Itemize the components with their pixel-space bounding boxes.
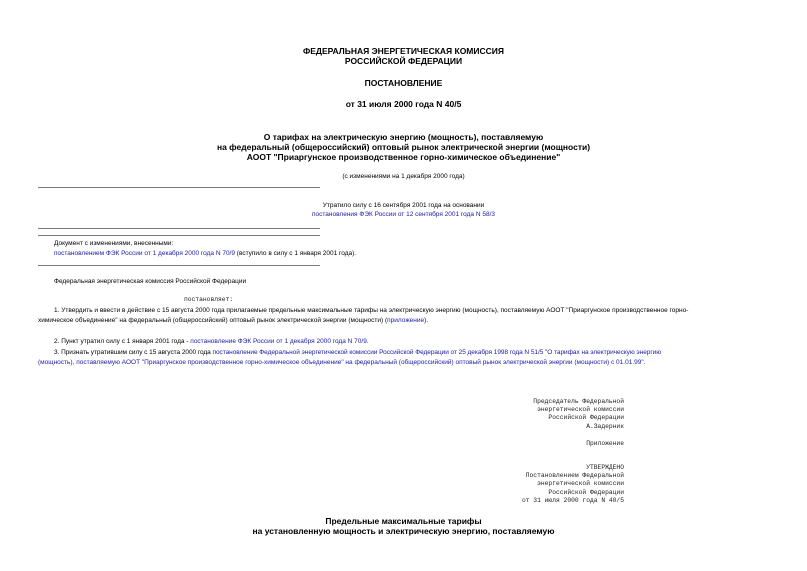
- item-3-link-part-1[interactable]: постановление Федеральной энергетической комиссии Российской Федерации от 25 декабря 1998 года N 51/5 "О тарифах на электрическую энергию: [212, 349, 662, 356]
- doc-title-line-1: О тарифах на электрическую энергию (мощность), поставляемую: [263, 132, 544, 142]
- approval-line-1: УТВЕРЖДЕНО: [586, 464, 624, 471]
- commission-line-1: ФЕДЕРАЛЬНАЯ ЭНЕРГЕТИЧЕСКАЯ КОМИССИЯ: [302, 46, 504, 56]
- signature-line-1: Председатель Федеральной: [533, 398, 624, 405]
- divider: [38, 235, 320, 236]
- item-2: [54, 337, 369, 347]
- item-3-line-2: [38, 358, 773, 368]
- item-2-end: .: [366, 338, 369, 345]
- item-3: [38, 348, 773, 368]
- appendix-label: Приложение: [586, 440, 624, 447]
- issuer: Федеральная энергетическая комиссия Российской Федерации: [54, 278, 247, 285]
- approval-line-2: Постановлением Федеральной: [525, 472, 624, 480]
- item-1-end: ).: [424, 317, 429, 324]
- amended-by-link[interactable]: постановлением ФЭК России от 1 декабря 2000 года N 70/9: [54, 250, 235, 257]
- approval-block: [522, 464, 624, 505]
- item-1-line-1: 1. Утвердить и ввести в действие с 15 августа 2000 года прилагаемые предельные максимальные тарифы на электрическую энергию (мощность), поставляемую АООТ "Приаргунское производственное горно-: [54, 307, 689, 314]
- approval-line-4: Российской Федерации: [548, 488, 624, 496]
- doc-title-line-2: на федеральный (общероссийский) оптовый рынок электрической энергии (мощности): [216, 142, 591, 152]
- expired-text: Утратило силу с 16 сентября 2001 года на основании: [322, 202, 485, 209]
- divider: [38, 265, 320, 266]
- doc-type: ПОСТАНОВЛЕНИЕ: [364, 78, 443, 88]
- signature-name: А.Задерник: [586, 422, 624, 430]
- amended-by-block: [54, 239, 754, 258]
- expired-link[interactable]: постановления ФЭК России от 12 сентября 2001 года N 58/3: [312, 211, 495, 218]
- commission-name: [0, 46, 807, 66]
- item-3-text: 3. Признать утратившим силу с 15 августа 2000 года: [54, 349, 213, 356]
- signature-block: [533, 398, 624, 431]
- tariff-title: [0, 516, 807, 536]
- item-3-link-part-2[interactable]: (мощность), поставляемую АООТ "Приаргунское производственное горно-химическое объединение" на федеральный (общероссийский) оптовый рынок электрической энергии (мощности) с 01.01.99": [38, 359, 644, 366]
- item-3-line-1: [38, 348, 773, 358]
- doc-date-number: от 31 июля 2000 года N 40/5: [345, 99, 462, 109]
- doc-title-line-3: АООТ "Приаргунское производственное горно-химическое объединение": [246, 152, 561, 162]
- approval-line-3: энергетической комиссии: [537, 480, 624, 488]
- item-2-text: 2. Пункт утратил силу с 1 января 2001 года -: [54, 338, 191, 345]
- decree-word: постановляет:: [184, 296, 234, 303]
- divider: [38, 228, 320, 229]
- tariff-title-line-2: на установленную мощность и электрическую энергию, поставляемую: [252, 526, 555, 536]
- item-3-end: .: [643, 359, 646, 366]
- appendix-link[interactable]: приложение: [387, 317, 425, 324]
- signature-line-2: энергетической комиссии: [537, 406, 624, 414]
- commission-line-2: РОССИЙСКОЙ ФЕДЕРАЦИИ: [344, 56, 463, 66]
- signature-line-3: Российской Федерации: [548, 414, 624, 422]
- item-1-line-2: [38, 316, 773, 326]
- tariff-title-line-1: Предельные максимальные тарифы: [325, 516, 482, 526]
- doc-title: [0, 132, 807, 162]
- divider: [38, 187, 320, 188]
- amended-by-label: Документ с изменениями, внесенными:: [54, 240, 174, 247]
- amended-by-suffix: (вступило в силу с 1 января 2001 года).: [234, 250, 357, 257]
- item-1-text: химическое объединение" на федеральный (общероссийский) оптовый рынок электрической энергии (мощности) (: [38, 317, 388, 324]
- amendment-note: (с изменениями на 1 декабря 2000 года): [342, 173, 465, 180]
- approval-line-5: от 31 июля 2000 года N 40/5: [521, 496, 624, 504]
- item-1: [38, 306, 773, 326]
- amended-by-line: [54, 249, 754, 258]
- expired-notice: [200, 201, 607, 219]
- item-2-link[interactable]: постановление ФЭК России от 1 декабря 2000 года N 70/9: [190, 338, 367, 345]
